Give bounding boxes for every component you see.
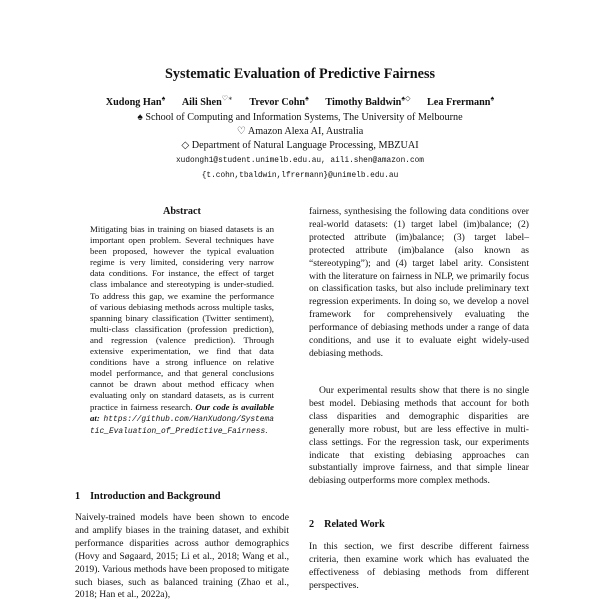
affiliation-mark: ♠ [305,95,309,103]
author-list [0,95,600,108]
author-name: Aili Shen [181,97,222,109]
code-availability-label: Our code is available at: [90,401,275,423]
abstract-body [90,224,274,437]
section-1-paragraph: Naively-trained models have been shown to encode and amplify biases in the training dataset, and exhibit performance disparities across author demographics (Hovy and Søgaard, 2015; Li et al., 2018; Wang et al., 2019). Various methods have been proposed to mitigate such biases, such as balanced training (Zhao et al., 2018; Han et al., 2022a), [75,512,289,601]
affiliation-mark: ♡∗ [221,95,233,103]
abstract-heading: Abstract [163,206,201,217]
author-name: Trevor Cohn [249,97,306,109]
affiliation-mark: ♠ [490,95,495,103]
paper-title: Systematic Evaluation of Predictive Fairness [164,66,436,82]
affiliation-mark: ♠ [161,95,166,103]
author-name: Timothy Baldwin [325,97,402,109]
section-number: 1 [75,491,81,502]
abstract-text: Mitigating bias in training on biased datasets is an important open problem. Several techniques have been proposed, however the typical evaluation regime is very limited, considering very narrow data conditions. For instance, the effect of target class imbalance and stereotyping is under-studied. To address this gap, we examine the performance of various debiasing methods across multiple tasks, spanning binary classification (Twitter sentiment), multi-class classification (profession prediction), and regression (valence prediction). Through extensive experimentation, we find that data conditions have a strong influence on relative model performance, and that general conclusions cannot be drawn about method efficacy when evaluating only on standard datasets, as is current practice in fairness research. [90,224,274,412]
author-name: Lea Frermann [427,97,491,109]
code-url-period: . [265,424,268,435]
right-column-paragraph-2: Our experimental results show that there is no single best model. Debiasing methods that account for both class disparities and demographic disparities are generally more robust, but are less effective in multi-class settings. For the regression task, our experiments indicate that existing debiasing approaches can substantially improve fairness, and that simple linear debiasing outperforms more complex methods. [309,385,529,487]
section-2-paragraph: In this section, we first describe different fairness criteria, then examine work which has evaluated the effectiveness of debiasing methods from different perspectives. [309,541,529,591]
affiliation-mbzuai: ◇ Department of Natural Language Processing, MBZUAI [181,140,419,151]
author [182,97,233,108]
right-column-paragraph-1: fairness, synthesising the following data conditions over real-world datasets: (1) target label (im)balance; (2) protected attribute (im)balance; (3) target label–protected attribute (im)balance (also known as “stereotyping”); and (4) target label arity. Consistent with the literature on fairness in NLP, we primarily focus on classification tasks, but also include preliminary text regression experiments. In doing so, we develop a novel framework for comprehensively evaluating the performance of debiasing methods under a range of data conditions, and use it to evaluate eight widely-used debiasing methods. [309,206,529,359]
author [325,97,410,108]
section-title: Related Work [324,519,385,530]
code-repository-link[interactable]: https://github.com/HanXudong/Systematic_Evaluation_of_Predictive_Fairness [90,414,274,436]
section-title: Introduction and Background [90,491,221,502]
author-emails-line-2: {t.cohn,tbaldwin,lfrermann}@unimelb.edu.au [201,172,399,180]
author [249,97,308,108]
author [106,97,166,108]
affiliation-amazon: ♡ Amazon Alexa AI, Australia [236,126,364,137]
author-name: Xudong Han [105,97,162,109]
affiliation-melbourne: ♠ School of Computing and Information Systems, The University of Melbourne [137,112,463,123]
section-number: 2 [309,519,315,530]
author [427,97,494,108]
section-2-heading [309,519,385,530]
affiliation-mark: ♠◇ [401,95,411,103]
author-emails-line-1: xudongh1@student.unimelb.edu.au, aili.shen@amazon.com [176,157,424,165]
section-1-heading [75,491,221,502]
